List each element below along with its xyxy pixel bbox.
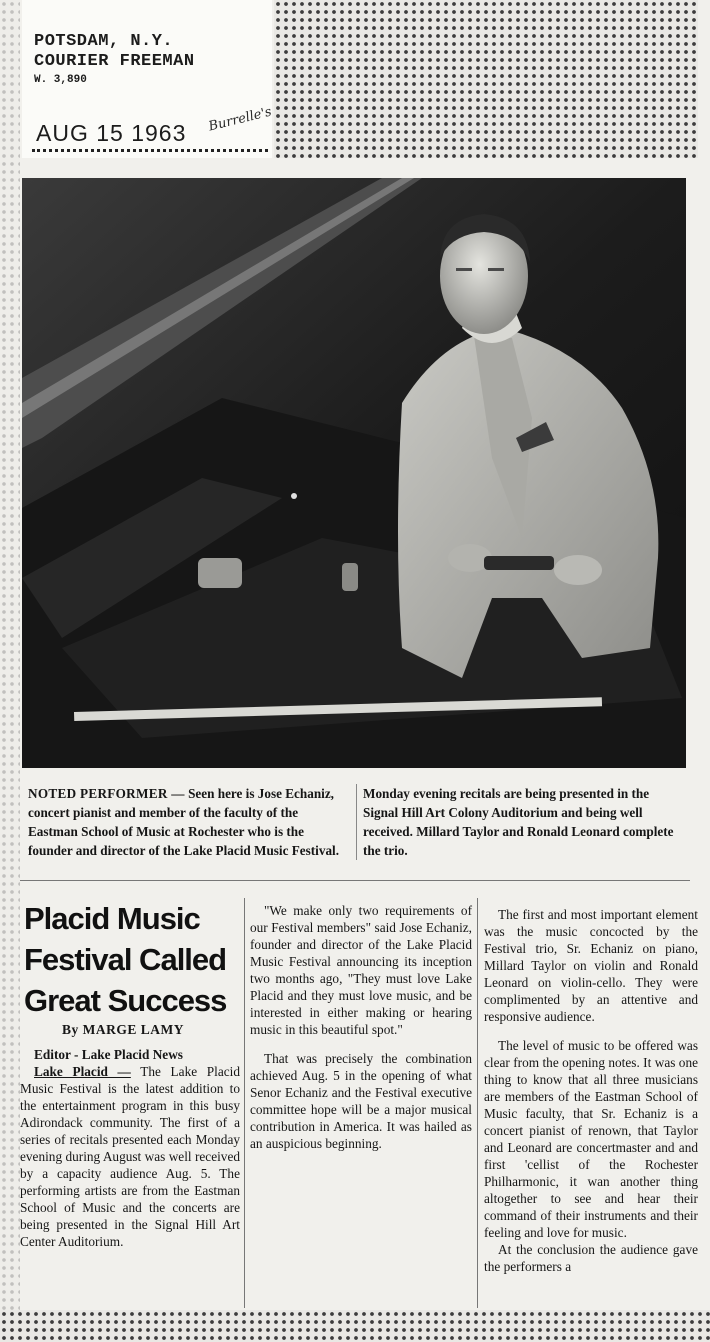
paragraph: At the conclusion the audience gave the performers a [484, 1242, 698, 1274]
halftone-strip-left [0, 0, 20, 1342]
article-byline: By MARGE LAMY [62, 1022, 184, 1037]
article-column-1 [20, 1046, 240, 1262]
performer-photo [22, 178, 686, 768]
headline-line: Placid Music [24, 901, 200, 936]
masthead-circulation: W. 3,890 [34, 74, 87, 86]
masthead-city: POTSDAM, N.Y. [34, 32, 174, 51]
editor-line: Editor - Lake Placid News [34, 1047, 183, 1062]
paragraph: The level of music to be offered was clear from the opening notes. It was one thing to know that all three musicians are members of the Eastman School of Music faculty, that Sr. Echaniz is a concert pianist of renown, that Taylor and Leonard are concertmaster and and first 'cellist of the Rochester Philharmonic, it wan another thing altogether to see and hear their command of their instruments and their feeling and love for music. [484, 1038, 698, 1240]
paragraph: That was precisely the combination achieved Aug. 5 in the opening of what Senor Echaniz and the Festival executive committee hope will be a major musical contribution in America. It was hailed as an auspicious beginning. [250, 1051, 472, 1151]
headline-line: Festival Called [24, 942, 227, 977]
article-column-2 [250, 902, 472, 1164]
caption-text: Seen here is Jose Echaniz, concert pianist and member of the faculty of the Eastman School of Music at Rochester who is the founder and director of the Lake Placid Music Festival. Monday evening recitals are being presented in the Signal Hill Art Colony Auditorium and being well received. Millard Taylor and Ronald Leonard complete the trio. [28, 786, 674, 858]
caption-bottom-rule [20, 880, 690, 881]
halftone-strip-bottom [0, 1310, 710, 1342]
paragraph: The first and most important element was the music concocted by the Festival trio, Sr. Echaniz on piano, Millard Taylor on violin and Ronald Leonard on violin-cello. They were complimented by an attentive and responsive audience. [484, 907, 698, 1024]
headline-line: Great Success [24, 983, 227, 1018]
clipping-date-stamp: AUG 15 1963 [36, 120, 187, 146]
column-text: The Lake Placid Music Festival is the latest addition to the entertainment program in this busy Adirondack community. The first of a series of recitals presented each Monday evening during August was well received by a capacity audience Aug. 5. The performing artists are from the Eastman School of Music and the concerts are being presented in the Signal Hill Art Center Auditorium. [20, 1064, 240, 1249]
halftone-strip-top [274, 0, 698, 158]
column-rule-right [477, 898, 478, 1308]
photo-caption [28, 784, 684, 860]
masthead [22, 0, 272, 158]
masthead-paper: COURIER FREEMAN [34, 52, 195, 71]
article-headline [24, 898, 242, 1021]
paragraph: "We make only two requirements of our Festival members" said Jose Echaniz, founder and director of the Lake Placid Music Festival announcing its inception two months ago, "They must love Lake Placid and they must love music, and be interested in either making or hearing music in this beautiful spot." [250, 903, 472, 1037]
article-column-3 [484, 906, 698, 1287]
column-rule-left [244, 898, 245, 1308]
clipping-service-mark: Burrelle's [207, 104, 274, 135]
dateline: Lake Placid — [34, 1064, 131, 1079]
masthead-divider [32, 149, 268, 152]
caption-lead: NOTED PERFORMER — [28, 786, 185, 801]
